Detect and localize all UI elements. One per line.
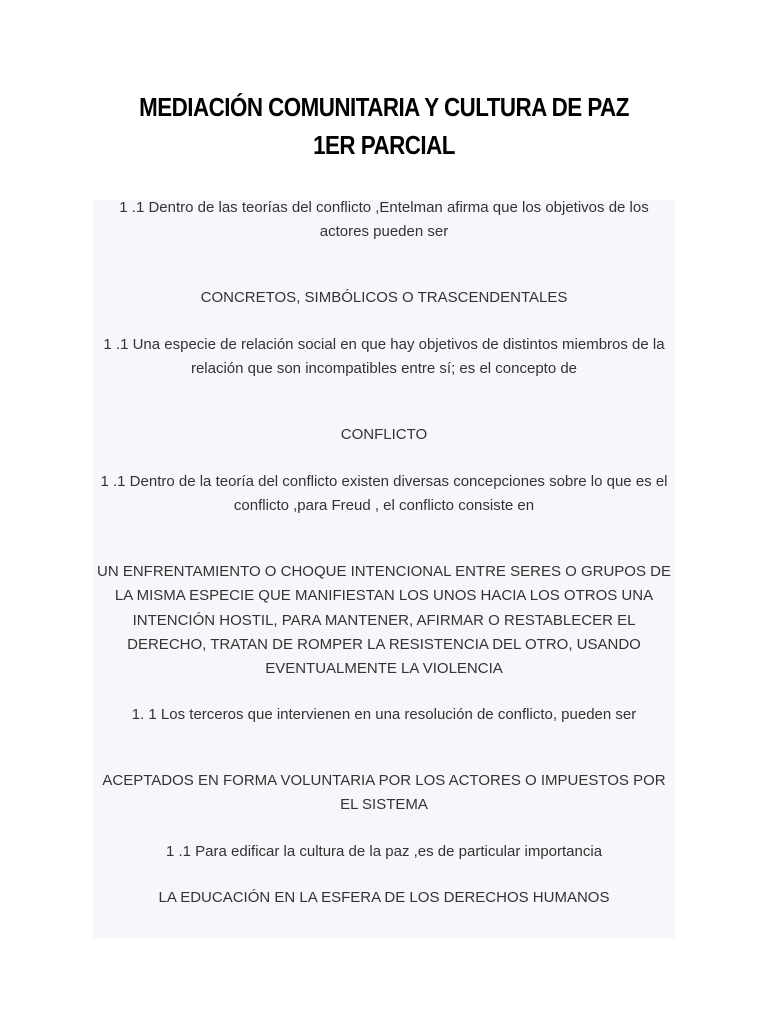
question-5: 1 .1 Para edificar la cultura de la paz ,es de particular importancia: [165, 843, 603, 860]
answer-1: CONCRETOS, SIMBÓLICOS O TRASCENDENTALES: [200, 289, 568, 306]
title-line-1: MEDIACIÓN COMUNITARIA Y CULTURA DE PAZ: [139, 92, 629, 122]
document-title: [0, 88, 768, 164]
question-2: 1 .1 Una especie de relación social en que hay objetivos de distintos miembros de la relación que son incompatibles entre sí; es el concepto de: [103, 336, 665, 378]
answer-3: UN ENFRENTAMIENTO O CHOQUE INTENCIONAL ENTRE SERES O GRUPOS DE LA MISMA ESPECIE QUE MANIFIESTAN LOS UNOS HACIA LOS OTROS UNA INTENCIÓN HOSTIL, PARA MANTENER, AFIRMAR O RESTABLECER EL DERECHO, TRATAN DE ROMPER LA RESISTENCIA DEL OTRO, USANDO EVENTUALMENTE LA VIOLENCIA: [97, 563, 671, 678]
question-4: 1. 1 Los terceros que intervienen en una resolución de conflicto, pueden ser: [131, 706, 637, 723]
answer-2: CONFLICTO: [340, 426, 428, 443]
question-1: 1 .1 Dentro de las teorías del conflicto ,Entelman afirma que los objetivos de los actores pueden ser: [119, 199, 649, 241]
content-panel: [93, 200, 675, 938]
title-line-2: 1ER PARCIAL: [313, 130, 455, 160]
answer-5: LA EDUCACIÓN EN LA ESFERA DE LOS DERECHOS HUMANOS: [158, 889, 610, 906]
answer-4: ACEPTADOS EN FORMA VOLUNTARIA POR LOS ACTORES O IMPUESTOS POR EL SISTEMA: [102, 772, 666, 814]
question-3: 1 .1 Dentro de la teoría del conflicto existen diversas concepciones sobre lo que es el conflicto ,para Freud , el conflicto consiste en: [100, 473, 668, 515]
